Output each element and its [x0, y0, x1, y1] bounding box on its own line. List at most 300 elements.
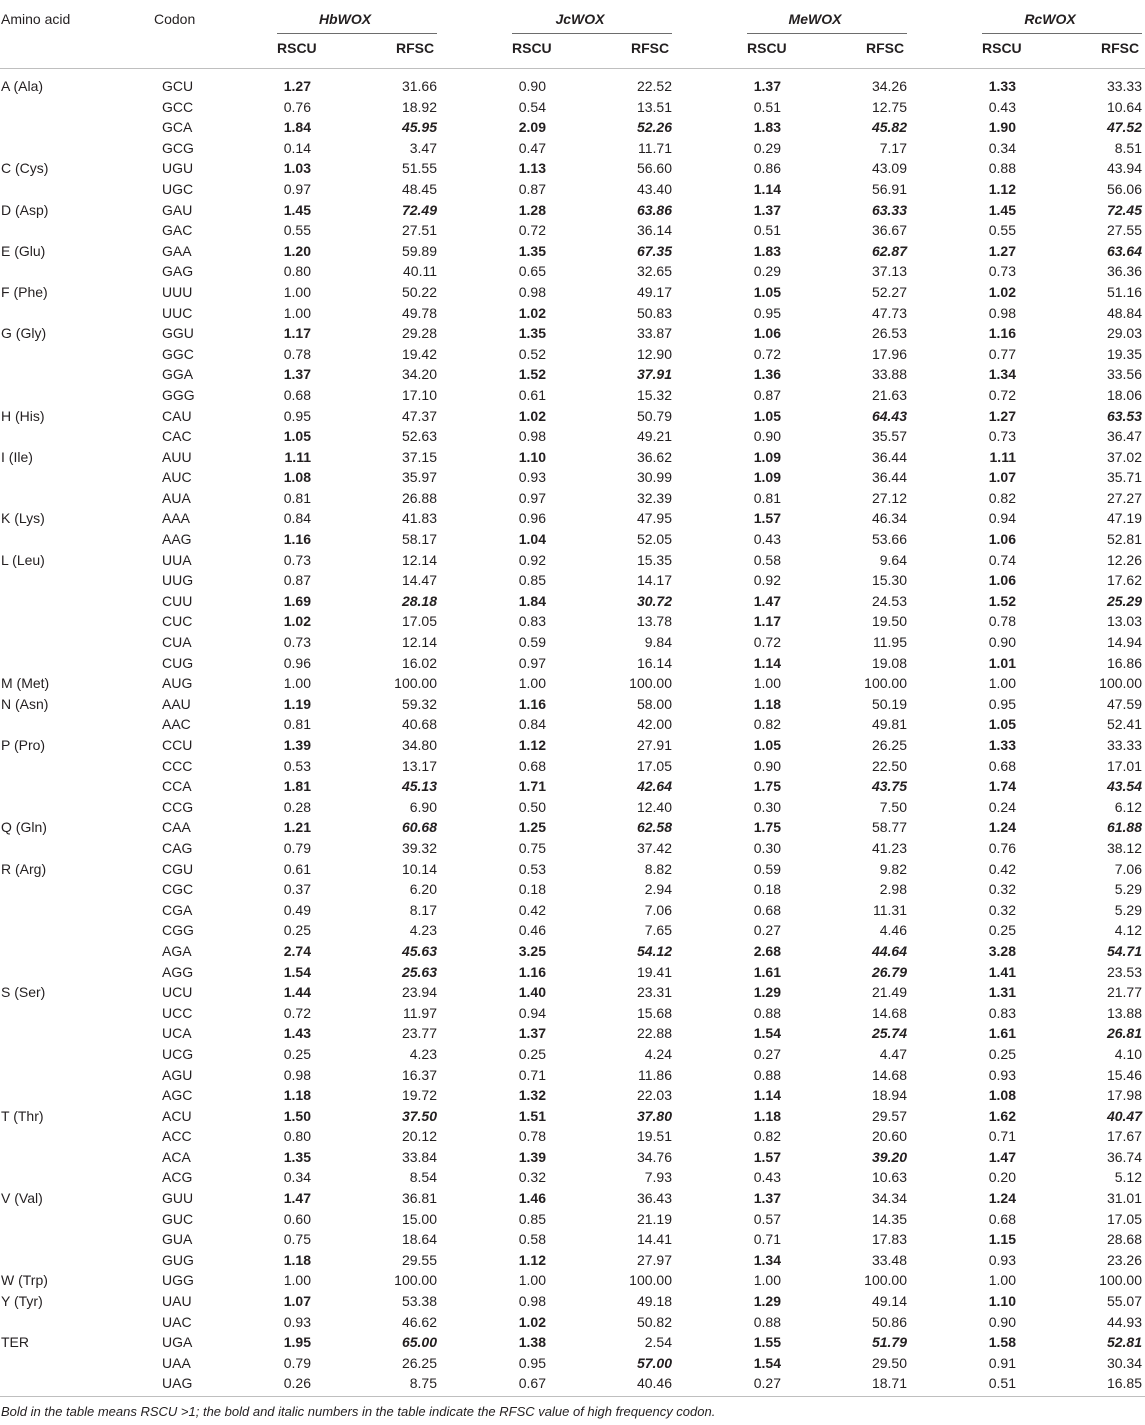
value-cell-jcwox-rscu: 2.09: [518, 119, 546, 136]
value-cell-rcwox-rscu: 1.41: [988, 963, 1016, 980]
codon-cell: CAG: [162, 839, 193, 856]
value-cell-jcwox-rscu: 1.16: [518, 695, 546, 712]
table-row: [0, 879, 1145, 900]
value-cell-hbwox-rfsc: 47.37: [401, 407, 437, 424]
value-cell-jcwox-rscu: 1.28: [518, 201, 546, 218]
value-cell-rcwox-rfsc: 16.86: [1106, 654, 1142, 671]
value-cell-jcwox-rscu: 0.92: [518, 551, 546, 568]
value-cell-mewox-rfsc: 33.48: [871, 1251, 907, 1268]
value-cell-mewox-rfsc: 4.47: [879, 1045, 907, 1062]
value-cell-hbwox-rfsc: 59.32: [401, 695, 437, 712]
value-cell-hbwox-rscu: 0.78: [283, 345, 311, 362]
value-cell-rcwox-rscu: 1.33: [988, 78, 1016, 94]
value-cell-hbwox-rscu: 0.75: [283, 1231, 311, 1248]
value-cell-hbwox-rscu: 0.60: [283, 1210, 311, 1227]
codon-cell: AUA: [162, 489, 191, 506]
value-cell-hbwox-rscu: 0.68: [283, 386, 311, 403]
value-cell-rcwox-rfsc: 40.47: [1106, 1107, 1142, 1124]
codon-cell: ACG: [162, 1169, 193, 1186]
value-cell-jcwox-rscu: 3.25: [518, 942, 546, 959]
value-cell-hbwox-rfsc: 19.42: [401, 345, 437, 362]
value-cell-jcwox-rfsc: 54.12: [636, 942, 672, 959]
codon-cell: CCC: [162, 757, 193, 774]
value-cell-hbwox-rscu: 1.02: [283, 613, 311, 630]
value-cell-rcwox-rscu: 0.93: [988, 1066, 1016, 1083]
codon-cell: GAG: [162, 263, 194, 280]
table-row: [0, 76, 1145, 97]
value-cell-jcwox-rfsc: 37.80: [636, 1107, 672, 1124]
amino-acid-cell: Q (Gln): [1, 819, 47, 836]
value-cell-rcwox-rscu: 1.27: [988, 407, 1016, 424]
value-cell-hbwox-rscu: 0.73: [283, 551, 311, 568]
table-bottom-rule: [0, 1396, 1145, 1397]
table-row: [0, 261, 1145, 282]
value-cell-rcwox-rscu: 1.05: [988, 716, 1016, 733]
value-cell-hbwox-rscu: 1.03: [283, 160, 311, 177]
value-cell-jcwox-rfsc: 33.87: [636, 325, 672, 342]
value-cell-hbwox-rfsc: 19.72: [401, 1087, 437, 1104]
value-cell-mewox-rfsc: 11.95: [873, 634, 907, 651]
value-cell-hbwox-rfsc: 46.62: [401, 1313, 437, 1330]
table-row: [0, 653, 1145, 674]
value-cell-rcwox-rscu: 0.98: [988, 304, 1016, 321]
value-cell-mewox-rfsc: 41.23: [871, 839, 907, 856]
value-cell-mewox-rscu: 1.57: [753, 510, 781, 527]
value-cell-mewox-rscu: 0.27: [753, 1375, 781, 1392]
value-cell-rcwox-rfsc: 47.19: [1106, 510, 1142, 527]
value-cell-mewox-rscu: 0.86: [753, 160, 781, 177]
value-cell-jcwox-rfsc: 30.72: [636, 592, 672, 609]
value-cell-mewox-rscu: 1.37: [753, 1190, 781, 1207]
header-species-mewox: MeWOX: [788, 11, 842, 27]
codon-cell: UGU: [162, 160, 194, 177]
value-cell-rcwox-rfsc: 30.34: [1106, 1354, 1142, 1371]
value-cell-jcwox-rscu: 1.71: [518, 778, 546, 795]
value-cell-rcwox-rscu: 1.16: [988, 325, 1016, 342]
value-cell-rcwox-rfsc: 4.10: [1114, 1045, 1142, 1062]
value-cell-rcwox-rfsc: 5.12: [1114, 1169, 1142, 1186]
value-cell-mewox-rfsc: 36.44: [871, 448, 907, 465]
value-cell-rcwox-rscu: 1.24: [988, 819, 1016, 836]
value-cell-mewox-rscu: 0.82: [753, 716, 781, 733]
value-cell-mewox-rfsc: 56.91: [871, 180, 907, 197]
value-cell-jcwox-rscu: 1.12: [518, 1251, 546, 1268]
value-cell-jcwox-rscu: 0.97: [518, 654, 546, 671]
value-cell-jcwox-rfsc: 23.31: [636, 984, 672, 1001]
amino-acid-cell: D (Asp): [1, 201, 49, 218]
value-cell-jcwox-rfsc: 36.62: [636, 448, 672, 465]
value-cell-jcwox-rscu: 0.90: [518, 78, 546, 94]
amino-acid-cell: R (Arg): [1, 860, 47, 877]
value-cell-rcwox-rscu: 0.73: [988, 263, 1016, 280]
value-cell-mewox-rscu: 1.29: [753, 984, 781, 1001]
codon-cell: CGU: [162, 860, 194, 877]
table-row: [0, 1126, 1145, 1147]
amino-acid-cell: S (Ser): [1, 984, 46, 1001]
value-cell-jcwox-rscu: 0.75: [518, 839, 546, 856]
value-cell-mewox-rscu: 1.17: [753, 613, 781, 630]
value-cell-rcwox-rfsc: 17.01: [1106, 757, 1142, 774]
value-cell-mewox-rfsc: 29.50: [871, 1354, 907, 1371]
table-row: [0, 1106, 1145, 1127]
value-cell-rcwox-rscu: 0.20: [988, 1169, 1016, 1186]
value-cell-mewox-rfsc: 17.96: [871, 345, 907, 362]
value-cell-mewox-rfsc: 45.82: [871, 119, 907, 136]
value-cell-hbwox-rscu: 0.79: [283, 1354, 311, 1371]
amino-acid-cell: A (Ala): [1, 78, 44, 94]
value-cell-hbwox-rfsc: 23.77: [401, 1025, 437, 1042]
value-cell-hbwox-rfsc: 6.90: [409, 798, 437, 815]
header-rfsc-mewox: RFSC: [866, 40, 905, 56]
value-cell-jcwox-rfsc: 52.05: [636, 531, 672, 548]
value-cell-rcwox-rfsc: 4.12: [1114, 922, 1142, 939]
value-cell-mewox-rscu: 2.68: [753, 942, 781, 959]
value-cell-mewox-rfsc: 50.19: [871, 695, 907, 712]
value-cell-mewox-rfsc: 37.13: [871, 263, 907, 280]
value-cell-hbwox-rfsc: 8.54: [409, 1169, 437, 1186]
table-row: [0, 117, 1145, 138]
value-cell-jcwox-rscu: 0.87: [518, 180, 546, 197]
value-cell-rcwox-rfsc: 54.71: [1106, 942, 1142, 959]
value-cell-mewox-rscu: 0.30: [753, 798, 781, 815]
value-cell-mewox-rscu: 1.83: [753, 119, 781, 136]
table-row: [0, 1188, 1145, 1209]
table-row: [0, 694, 1145, 715]
table-row: [0, 735, 1145, 756]
value-cell-mewox-rfsc: 100.00: [864, 675, 907, 692]
codon-cell: UCG: [162, 1045, 194, 1062]
value-cell-hbwox-rscu: 1.50: [283, 1107, 311, 1124]
value-cell-jcwox-rfsc: 100.00: [629, 1272, 672, 1289]
value-cell-jcwox-rscu: 0.98: [518, 428, 546, 445]
value-cell-rcwox-rscu: 0.71: [988, 1128, 1016, 1145]
value-cell-rcwox-rfsc: 25.29: [1106, 592, 1142, 609]
value-cell-rcwox-rscu: 1.52: [988, 592, 1016, 609]
value-cell-mewox-rscu: 1.75: [753, 819, 781, 836]
value-cell-rcwox-rscu: 1.58: [988, 1334, 1016, 1351]
codon-cell: CAC: [162, 428, 192, 445]
value-cell-hbwox-rscu: 1.69: [283, 592, 311, 609]
value-cell-rcwox-rfsc: 47.59: [1106, 695, 1142, 712]
value-cell-mewox-rfsc: 64.43: [871, 407, 907, 424]
header-species-jcwox: JcWOX: [555, 11, 605, 27]
value-cell-hbwox-rscu: 1.00: [283, 675, 311, 692]
value-cell-hbwox-rscu: 1.20: [283, 242, 311, 259]
value-cell-jcwox-rfsc: 22.03: [636, 1087, 672, 1104]
value-cell-mewox-rfsc: 39.20: [871, 1148, 907, 1165]
value-cell-jcwox-rfsc: 50.82: [636, 1313, 672, 1330]
table-row: [0, 529, 1145, 550]
value-cell-rcwox-rfsc: 33.33: [1106, 737, 1142, 753]
value-cell-rcwox-rscu: 1.00: [988, 1272, 1016, 1289]
value-cell-jcwox-rscu: 0.18: [518, 881, 546, 898]
value-cell-hbwox-rscu: 1.54: [283, 963, 311, 980]
value-cell-mewox-rscu: 0.90: [753, 757, 781, 774]
value-cell-mewox-rscu: 1.14: [753, 654, 781, 671]
value-cell-jcwox-rscu: 1.13: [518, 160, 546, 177]
table-row: [0, 797, 1145, 818]
value-cell-mewox-rscu: 0.18: [753, 881, 781, 898]
header-species-rcwox: RcWOX: [1024, 11, 1076, 27]
value-cell-mewox-rfsc: 18.71: [871, 1375, 907, 1392]
value-cell-mewox-rscu: 0.71: [753, 1231, 781, 1248]
value-cell-rcwox-rscu: 0.88: [988, 160, 1016, 177]
value-cell-rcwox-rscu: 1.27: [988, 242, 1016, 259]
value-cell-rcwox-rscu: 0.90: [988, 1313, 1016, 1330]
value-cell-rcwox-rfsc: 48.84: [1106, 304, 1142, 321]
value-cell-hbwox-rscu: 0.98: [283, 1066, 311, 1083]
value-cell-mewox-rscu: 1.09: [753, 469, 781, 486]
value-cell-rcwox-rfsc: 17.67: [1106, 1128, 1142, 1145]
table-row: [0, 241, 1145, 262]
value-cell-jcwox-rfsc: 32.65: [636, 263, 672, 280]
value-cell-mewox-rfsc: 34.34: [871, 1190, 907, 1207]
table-row: [0, 1373, 1145, 1394]
value-cell-hbwox-rscu: 1.11: [284, 448, 311, 465]
value-cell-hbwox-rfsc: 16.37: [401, 1066, 437, 1083]
value-cell-mewox-rscu: 0.68: [753, 901, 781, 918]
table-row: [0, 1229, 1145, 1250]
value-cell-jcwox-rscu: 0.46: [518, 922, 546, 939]
value-cell-rcwox-rfsc: 16.85: [1106, 1375, 1142, 1392]
value-cell-jcwox-rscu: 0.85: [518, 572, 546, 589]
table-row: [0, 364, 1145, 385]
value-cell-jcwox-rscu: 0.61: [518, 386, 546, 403]
table-row: [0, 1167, 1145, 1188]
value-cell-rcwox-rfsc: 44.93: [1106, 1313, 1142, 1330]
table-row: [0, 900, 1145, 921]
value-cell-jcwox-rscu: 1.00: [518, 675, 546, 692]
value-cell-rcwox-rfsc: 100.00: [1099, 1272, 1142, 1289]
codon-cell: AAU: [162, 695, 191, 712]
codon-cell: ACU: [162, 1107, 192, 1124]
value-cell-jcwox-rfsc: 27.97: [636, 1251, 672, 1268]
value-cell-jcwox-rscu: 1.51: [518, 1107, 546, 1124]
value-cell-jcwox-rscu: 0.71: [518, 1066, 546, 1083]
header-rule-hbwox: [277, 33, 437, 34]
value-cell-hbwox-rscu: 1.44: [283, 984, 311, 1001]
value-cell-rcwox-rfsc: 17.05: [1106, 1210, 1142, 1227]
value-cell-hbwox-rfsc: 40.11: [403, 263, 437, 280]
value-cell-rcwox-rscu: 1.62: [988, 1107, 1016, 1124]
amino-acid-cell: P (Pro): [1, 737, 46, 753]
value-cell-mewox-rfsc: 11.31: [873, 901, 907, 918]
value-cell-hbwox-rscu: 1.18: [283, 1251, 311, 1268]
value-cell-rcwox-rscu: 0.68: [988, 757, 1016, 774]
value-cell-hbwox-rfsc: 34.80: [401, 737, 437, 753]
value-cell-mewox-rscu: 0.29: [753, 263, 781, 280]
value-cell-rcwox-rfsc: 43.94: [1106, 160, 1142, 177]
value-cell-rcwox-rfsc: 23.26: [1106, 1251, 1142, 1268]
value-cell-hbwox-rfsc: 40.68: [401, 716, 437, 733]
table-row: [0, 344, 1145, 365]
header-rfsc-jcwox: RFSC: [631, 40, 670, 56]
value-cell-jcwox-rscu: 0.32: [518, 1169, 546, 1186]
value-cell-hbwox-rscu: 1.43: [283, 1025, 311, 1042]
value-cell-jcwox-rfsc: 4.24: [644, 1045, 672, 1062]
codon-cell: GCG: [162, 139, 194, 156]
value-cell-hbwox-rscu: 0.34: [283, 1169, 311, 1186]
codon-cell: CCA: [162, 778, 192, 795]
value-cell-hbwox-rfsc: 29.55: [401, 1251, 437, 1268]
amino-acid-cell: I (Ile): [1, 448, 33, 465]
codon-cell: GGG: [162, 386, 195, 403]
value-cell-jcwox-rfsc: 15.32: [636, 386, 672, 403]
value-cell-mewox-rscu: 1.06: [753, 325, 781, 342]
value-cell-rcwox-rfsc: 28.68: [1106, 1231, 1142, 1248]
value-cell-hbwox-rscu: 0.97: [283, 180, 311, 197]
value-cell-hbwox-rfsc: 27.51: [401, 222, 437, 239]
value-cell-mewox-rfsc: 9.82: [879, 860, 907, 877]
table-row: [0, 220, 1145, 241]
value-cell-hbwox-rfsc: 25.63: [401, 963, 437, 980]
value-cell-jcwox-rfsc: 32.39: [636, 489, 672, 506]
table-row: [0, 508, 1145, 529]
value-cell-jcwox-rscu: 0.84: [518, 716, 546, 733]
value-cell-hbwox-rfsc: 6.20: [409, 881, 437, 898]
table-row: [0, 1270, 1145, 1291]
value-cell-mewox-rscu: 1.54: [753, 1354, 781, 1371]
value-cell-hbwox-rscu: 0.95: [283, 407, 311, 424]
value-cell-mewox-rfsc: 24.53: [871, 592, 907, 609]
value-cell-jcwox-rscu: 1.38: [518, 1334, 546, 1351]
value-cell-hbwox-rfsc: 16.02: [401, 654, 437, 671]
header-codon: Codon: [154, 11, 196, 27]
value-cell-hbwox-rscu: 1.05: [283, 428, 311, 445]
value-cell-rcwox-rscu: 1.24: [988, 1190, 1016, 1207]
table-row: [0, 1209, 1145, 1230]
value-cell-jcwox-rscu: 0.52: [518, 345, 546, 362]
value-cell-jcwox-rscu: 0.25: [518, 1045, 546, 1062]
codon-cell: GAA: [162, 242, 192, 259]
value-cell-jcwox-rfsc: 11.71: [638, 139, 672, 156]
value-cell-mewox-rscu: 1.05: [753, 737, 781, 753]
value-cell-mewox-rfsc: 22.50: [871, 757, 907, 774]
codon-cell: AGC: [162, 1087, 193, 1104]
value-cell-hbwox-rfsc: 23.94: [401, 984, 437, 1001]
value-cell-mewox-rfsc: 50.86: [871, 1313, 907, 1330]
value-cell-hbwox-rfsc: 28.18: [401, 592, 437, 609]
table-footnote: Bold in the table means RSCU >1; the bold and italic numbers in the table indicate the RFSC value of high frequency codon.: [1, 1404, 716, 1419]
header-rscu-mewox: RSCU: [747, 40, 787, 56]
value-cell-rcwox-rscu: 0.32: [988, 881, 1016, 898]
value-cell-hbwox-rfsc: 17.05: [401, 613, 437, 630]
value-cell-hbwox-rfsc: 18.64: [401, 1231, 437, 1248]
value-cell-rcwox-rscu: 0.73: [988, 428, 1016, 445]
value-cell-hbwox-rscu: 0.49: [283, 901, 311, 918]
value-cell-rcwox-rscu: 1.08: [988, 1087, 1016, 1104]
table-row: [0, 776, 1145, 797]
value-cell-rcwox-rfsc: 51.16: [1106, 283, 1142, 300]
value-cell-rcwox-rscu: 0.51: [988, 1375, 1016, 1392]
value-cell-mewox-rscu: 1.14: [753, 1087, 781, 1104]
value-cell-mewox-rfsc: 21.63: [871, 386, 907, 403]
value-cell-jcwox-rfsc: 52.26: [636, 119, 672, 136]
value-cell-mewox-rfsc: 15.30: [871, 572, 907, 589]
value-cell-hbwox-rscu: 0.61: [283, 860, 311, 877]
amino-acid-cell: G (Gly): [1, 325, 47, 342]
value-cell-rcwox-rscu: 0.95: [988, 695, 1016, 712]
value-cell-rcwox-rfsc: 36.74: [1106, 1148, 1142, 1165]
codon-cell: AUG: [162, 675, 193, 692]
value-cell-mewox-rscu: 1.47: [753, 592, 781, 609]
value-cell-hbwox-rfsc: 8.75: [409, 1375, 437, 1392]
value-cell-rcwox-rscu: 1.74: [988, 778, 1016, 795]
value-cell-mewox-rfsc: 14.68: [871, 1066, 907, 1083]
value-cell-rcwox-rscu: 0.68: [988, 1210, 1016, 1227]
table-row: [0, 282, 1145, 303]
value-cell-rcwox-rfsc: 17.98: [1106, 1087, 1142, 1104]
value-cell-rcwox-rfsc: 33.33: [1106, 78, 1142, 94]
value-cell-jcwox-rfsc: 100.00: [629, 675, 672, 692]
table-row: [0, 1085, 1145, 1106]
value-cell-jcwox-rscu: 1.39: [518, 1148, 546, 1165]
value-cell-jcwox-rfsc: 15.35: [636, 551, 672, 568]
value-cell-rcwox-rscu: 1.34: [988, 366, 1016, 383]
table-row: [0, 1023, 1145, 1044]
value-cell-hbwox-rfsc: 4.23: [409, 922, 437, 939]
value-cell-hbwox-rfsc: 36.81: [401, 1190, 437, 1207]
value-cell-rcwox-rscu: 1.02: [988, 283, 1016, 300]
value-cell-mewox-rscu: 0.29: [753, 139, 781, 156]
table-row: [0, 673, 1145, 694]
value-cell-hbwox-rscu: 1.00: [283, 283, 311, 300]
value-cell-hbwox-rscu: 1.37: [283, 366, 311, 383]
value-cell-mewox-rfsc: 49.14: [871, 1293, 907, 1310]
codon-cell: CGC: [162, 881, 194, 898]
value-cell-jcwox-rscu: 0.94: [518, 1004, 546, 1021]
value-cell-mewox-rfsc: 14.68: [871, 1004, 907, 1021]
value-cell-rcwox-rfsc: 7.06: [1114, 860, 1142, 877]
table-row: [0, 97, 1145, 118]
amino-acid-cell: W (Trp): [1, 1272, 48, 1289]
value-cell-rcwox-rfsc: 36.47: [1106, 428, 1142, 445]
codon-cell: GUG: [162, 1251, 194, 1268]
header-rule-rcwox: [982, 33, 1142, 34]
value-cell-mewox-rscu: 0.72: [753, 634, 781, 651]
codon-cell: AAC: [162, 716, 191, 733]
codon-cell: CCU: [162, 737, 193, 753]
value-cell-jcwox-rscu: 0.72: [518, 222, 546, 239]
value-cell-mewox-rscu: 1.54: [753, 1025, 781, 1042]
codon-cell: CUU: [162, 592, 193, 609]
value-cell-mewox-rscu: 0.27: [753, 922, 781, 939]
value-cell-jcwox-rscu: 1.12: [518, 737, 546, 753]
header-rfsc-hbwox: RFSC: [396, 40, 435, 56]
value-cell-mewox-rfsc: 7.17: [879, 139, 907, 156]
value-cell-hbwox-rscu: 1.81: [283, 778, 311, 795]
value-cell-hbwox-rscu: 1.00: [283, 304, 311, 321]
table-row: [0, 385, 1145, 406]
value-cell-jcwox-rfsc: 14.17: [636, 572, 672, 589]
codon-cell: CGG: [162, 922, 194, 939]
value-cell-mewox-rscu: 1.09: [753, 448, 781, 465]
value-cell-mewox-rfsc: 52.27: [871, 283, 907, 300]
value-cell-rcwox-rfsc: 61.88: [1106, 819, 1142, 836]
table-row: [0, 756, 1145, 777]
value-cell-hbwox-rfsc: 72.49: [401, 201, 437, 218]
value-cell-jcwox-rfsc: 9.84: [644, 634, 672, 651]
value-cell-jcwox-rscu: 0.47: [518, 139, 546, 156]
value-cell-jcwox-rscu: 1.04: [518, 531, 546, 548]
value-cell-rcwox-rfsc: 43.54: [1106, 778, 1142, 795]
value-cell-jcwox-rscu: 1.00: [518, 1272, 546, 1289]
value-cell-jcwox-rscu: 1.46: [518, 1190, 546, 1207]
value-cell-hbwox-rfsc: 20.12: [401, 1128, 437, 1145]
value-cell-jcwox-rfsc: 43.40: [636, 180, 672, 197]
value-cell-hbwox-rscu: 1.16: [283, 531, 311, 548]
codon-cell: GGU: [162, 325, 194, 342]
